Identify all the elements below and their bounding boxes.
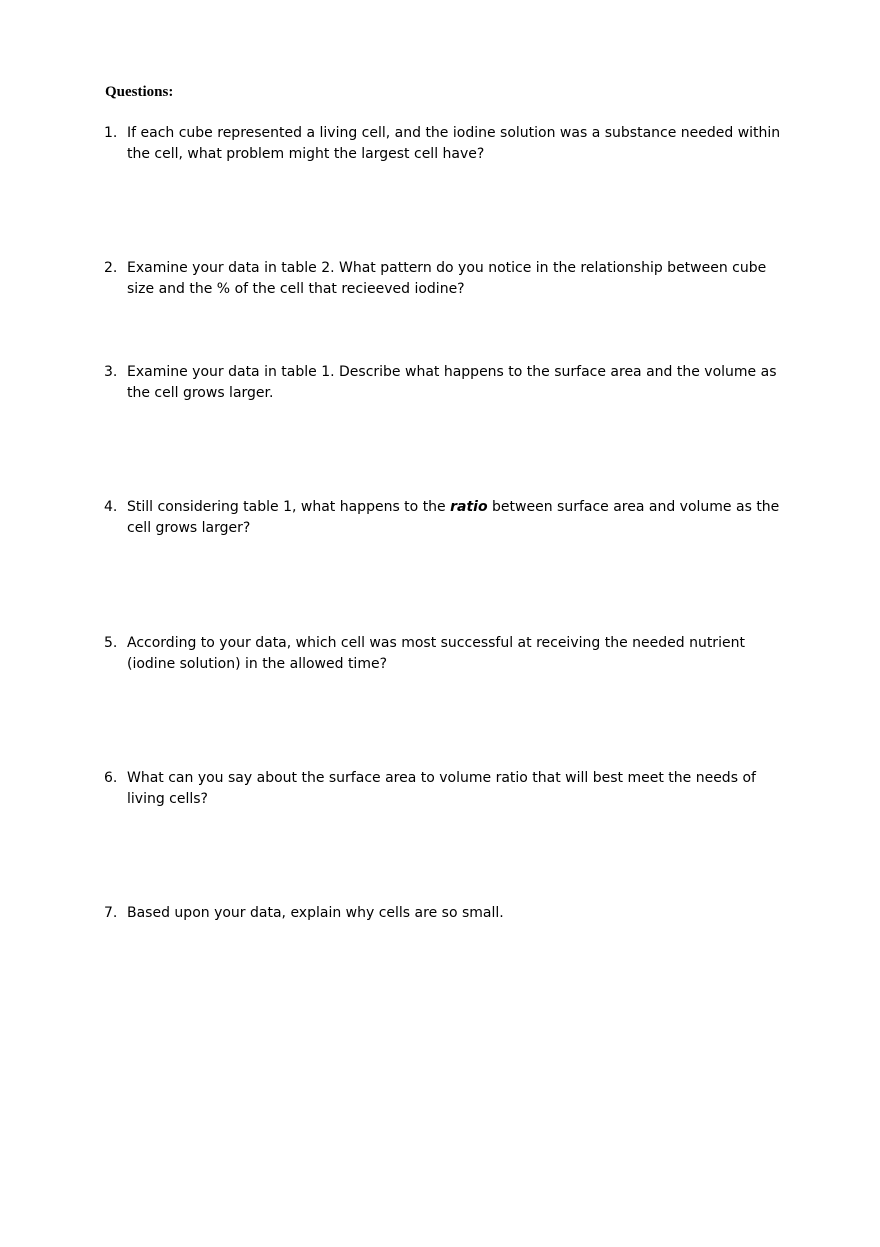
question-text: If each cube represented a living cell, and the iodine solution was a substance needed within the cell, what problem might the largest cell have? <box>127 125 781 162</box>
question-6 <box>104 768 784 810</box>
question-5 <box>104 633 784 675</box>
question-1 <box>104 123 784 165</box>
question-text: According to your data, which cell was most successful at receiving the needed nutrient (iodine solution) in the allowed time? <box>127 635 745 672</box>
question-emphasis-ratio: ratio <box>450 499 488 515</box>
question-number: 3. <box>104 364 118 380</box>
question-text-before: Still considering table 1, what happens to the <box>127 499 451 515</box>
question-text: Examine your data in table 2. What pattern do you notice in the relationship between cube size and the % of the cell that recieeved iodine? <box>127 260 767 297</box>
question-number: 1. <box>104 125 118 141</box>
question-4 <box>104 497 784 539</box>
question-3 <box>104 362 784 404</box>
question-text-after: between surface area and volume as the cell grows larger? <box>127 499 780 536</box>
question-text: Examine your data in table 1. Describe what happens to the surface area and the volume as the cell grows larger. <box>127 364 777 401</box>
question-2 <box>104 258 784 300</box>
question-text: What can you say about the surface area to volume ratio that will best meet the needs of living cells? <box>127 770 756 807</box>
question-number: 4. <box>104 499 118 515</box>
question-text <box>127 497 784 539</box>
question-number: 2. <box>104 260 118 276</box>
questions-heading: Questions: <box>105 84 174 100</box>
question-number: 6. <box>104 770 118 786</box>
question-number: 7. <box>104 905 118 921</box>
question-text: Based upon your data, explain why cells are so small. <box>127 905 504 921</box>
question-7 <box>104 903 784 924</box>
question-number: 5. <box>104 635 118 651</box>
